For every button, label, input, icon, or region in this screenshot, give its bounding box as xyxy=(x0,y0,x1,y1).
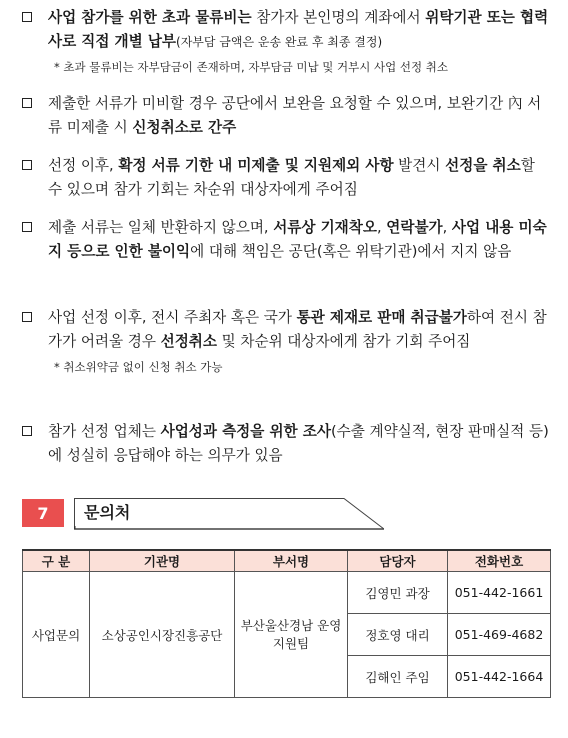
body-text: 하여 전시 참가가 어려울 경우 xyxy=(48,309,547,350)
header-contact-person: 담당자 xyxy=(348,550,448,572)
section-heading xyxy=(22,498,368,530)
emphasis-text: 사업 내용 미숙지 등으로 인한 불이익 xyxy=(48,219,547,260)
notice-footnote: * 초과 물류비는 자부담금이 존재하며, 자부담금 미납 및 거부시 사업 선정 취소 xyxy=(54,60,448,74)
body-text: 발견시 xyxy=(393,157,446,174)
notice-text xyxy=(18,216,552,264)
emphasis-text: 신청취소로 간주 xyxy=(132,119,237,136)
cell-contact-name: 김영민 과장 xyxy=(348,572,448,614)
checkbox-square-icon xyxy=(22,426,32,436)
cell-phone: 051-442-1664 xyxy=(448,656,551,698)
cell-contact-name: 정호영 대리 xyxy=(348,614,448,656)
cell-phone: 051-442-1661 xyxy=(448,572,551,614)
body-text: 할 수 있으며 참가 기회는 차순위 대상자에게 주어짐 xyxy=(48,157,535,198)
notice-item-3 xyxy=(18,154,552,202)
emphasis-text: 위탁기관 또는 협력사로 직접 개별 납부 xyxy=(48,9,549,50)
emphasis-text: 선정취소 xyxy=(160,333,217,350)
cell-category: 사업문의 xyxy=(23,572,90,698)
notice-text xyxy=(18,306,552,354)
emphasis-text: 확정 서류 기한 내 미제출 및 지원제외 사항 xyxy=(118,157,394,174)
notice-text xyxy=(18,420,552,468)
header-phone: 전화번호 xyxy=(448,550,551,572)
notice-item-5 xyxy=(18,306,552,376)
notice-footnote: * 취소위약금 없이 신청 취소 가능 xyxy=(54,360,223,374)
body-text: 사업 선정 이후, 전시 주최자 혹은 국가 xyxy=(48,309,297,326)
checkbox-square-icon xyxy=(22,12,32,22)
checkbox-square-icon xyxy=(22,98,32,108)
checkbox-square-icon xyxy=(22,160,32,170)
section-title: 문의처 xyxy=(84,503,131,522)
body-text: 선정 이후, xyxy=(48,157,119,174)
notice-item-2 xyxy=(18,92,552,140)
table-header-row xyxy=(23,550,551,572)
checkbox-square-icon xyxy=(22,222,32,232)
notice-text xyxy=(18,154,552,202)
body-text: 참가자 본인명의 계좌에서 xyxy=(251,9,426,26)
body-text: 제출한 서류가 미비할 경우 공단에서 보완을 요청할 수 있으며, 보완기간 內 서류 미제출 시 xyxy=(48,95,542,136)
body-text: , xyxy=(442,219,452,236)
body-text: 제출 서류는 일체 반환하지 않으며, xyxy=(48,219,274,236)
notice-text xyxy=(18,6,552,54)
emphasis-text: 사업 참가를 위한 초과 물류비는 xyxy=(48,9,252,26)
body-text: 및 차순위 대상자에게 참가 기회 주어짐 xyxy=(217,333,471,350)
header-agency: 기관명 xyxy=(90,550,235,572)
notice-item-6 xyxy=(18,420,552,468)
notice-text xyxy=(18,92,552,140)
body-text: 참가 선정 업체는 xyxy=(48,423,161,440)
cell-department: 부산울산경남 운영지원팀 xyxy=(235,572,348,698)
emphasis-text: 사업성과 측정을 위한 조사 xyxy=(160,423,331,440)
emphasis-text: 연락불가 xyxy=(386,219,443,236)
notice-item-1 xyxy=(18,6,552,76)
notice-item-4 xyxy=(18,216,552,264)
body-text: 에 대해 책임은 공단(혹은 위탁기관)에서 지지 않음 xyxy=(190,243,512,260)
contact-table xyxy=(22,549,551,698)
table-row xyxy=(23,572,551,614)
cell-contact-name: 김해인 주임 xyxy=(348,656,448,698)
header-category: 구 분 xyxy=(23,550,90,572)
emphasis-text: 통관 제재로 판매 취급불가 xyxy=(296,309,467,326)
cell-phone: 051-469-4682 xyxy=(448,614,551,656)
body-text: (수출 계약실적, 현장 판매실적 등)에 성실히 응답해야 하는 의무가 있음 xyxy=(48,423,549,464)
emphasis-text: 서류상 기재착오 xyxy=(273,219,377,236)
body-text: (자부담 금액은 운송 완료 후 최종 결정) xyxy=(176,35,383,49)
checkbox-square-icon xyxy=(22,312,32,322)
section-number-badge: 7 xyxy=(22,499,64,527)
body-text: , xyxy=(376,219,387,236)
header-department: 부서명 xyxy=(235,550,348,572)
cell-agency: 소상공인시장진흥공단 xyxy=(90,572,235,698)
emphasis-text: 선정을 취소 xyxy=(445,157,521,174)
